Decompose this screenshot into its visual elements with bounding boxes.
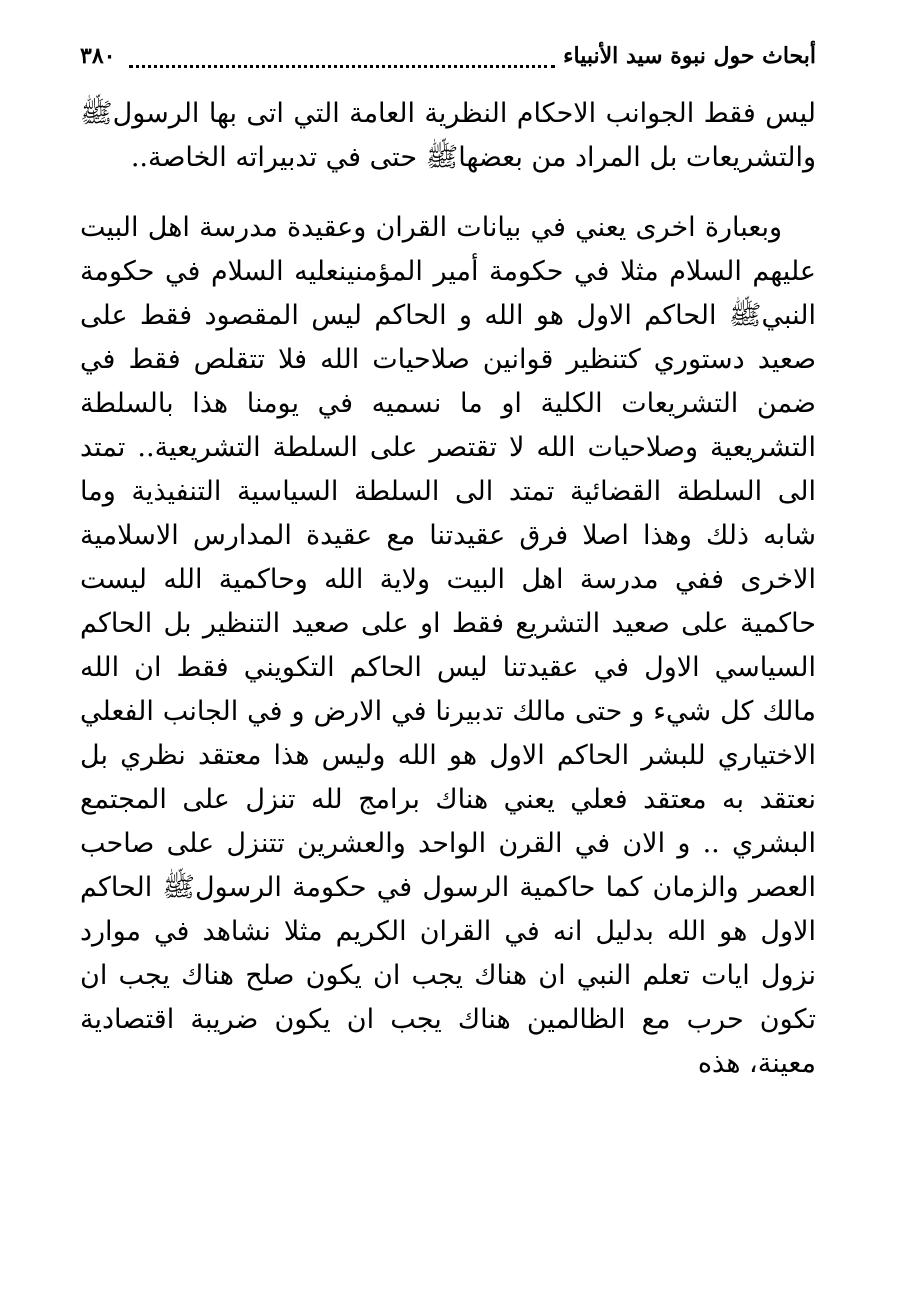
paragraph-1: ليس فقط الجوانب الاحكام النظرية العامة التي اتى بها الرسولﷺ والتشريعات بل المراد من بعضهاﷺ حتى في تدبيراته الخاصة..	[80, 98, 816, 173]
running-title: أبحاث حول نبوة سيد الأنبياء	[563, 43, 816, 69]
page-number: ٣٨٠	[80, 43, 116, 69]
paragraph-2: وبعبارة اخرى يعني في بيانات القران وعقيدة مدرسة اهل البيت عليهم السلام مثلا في حكومة أمير المؤمنينعليه السلام في حكومة النبيﷺ الحاكم الاول هو الله و الحاكم ليس المقصود فقط على صعيد دستوري كتنظير قوانين صلاحيات الله فلا تتقلص فقط في ضمن التشريعات الكلية او ما نسميه في يومنا هذا بالسلطة التشريعية وصلاحيات الله لا تقتصر على السلطة التشريعية.. تمتد الى السلطة القضائية تمتد الى السلطة السياسية التنفيذية وما شابه ذلك وهذا اصلا فرق عقيدتنا مع عقيدة المدارس الاسلامية الاخرى ففي مدرسة اهل البيت ولاية الله وحاكمية الله ليست حاكمية على صعيد التشريع فقط او على صعيد التنظير بل الحاكم السياسي الاول في عقيدتنا ليس الحاكم التكويني فقط ان الله مالك كل شيء و حتى مالك تدبيرنا في الارض و في الجانب الفعلي الاختياري للبشر الحاكم الاول هو الله وليس هذا معتقد نظري بل نعتقد به معتقد فعلي يعني هناك برامج لله تنزل على المجتمع البشري .. و الان في القرن الواحد والعشرين تتنزل على صاحب العصر والزمان كما حاكمية الرسول في حكومة الرسولﷺ الحاكم الاول هو الله بدليل انه في القران الكريم مثلا نشاهد في موارد نزول ايات تعلم النبي ان هناك يجب ان يكون صلح هناك يجب ان تكون حرب مع الظالمين هناك يجب ان يكون ضريبة اقتصادية معينة، هذه	[80, 212, 816, 1079]
header-dotted-leader	[129, 39, 555, 68]
page-header	[80, 36, 816, 76]
document-page	[80, 36, 816, 1086]
